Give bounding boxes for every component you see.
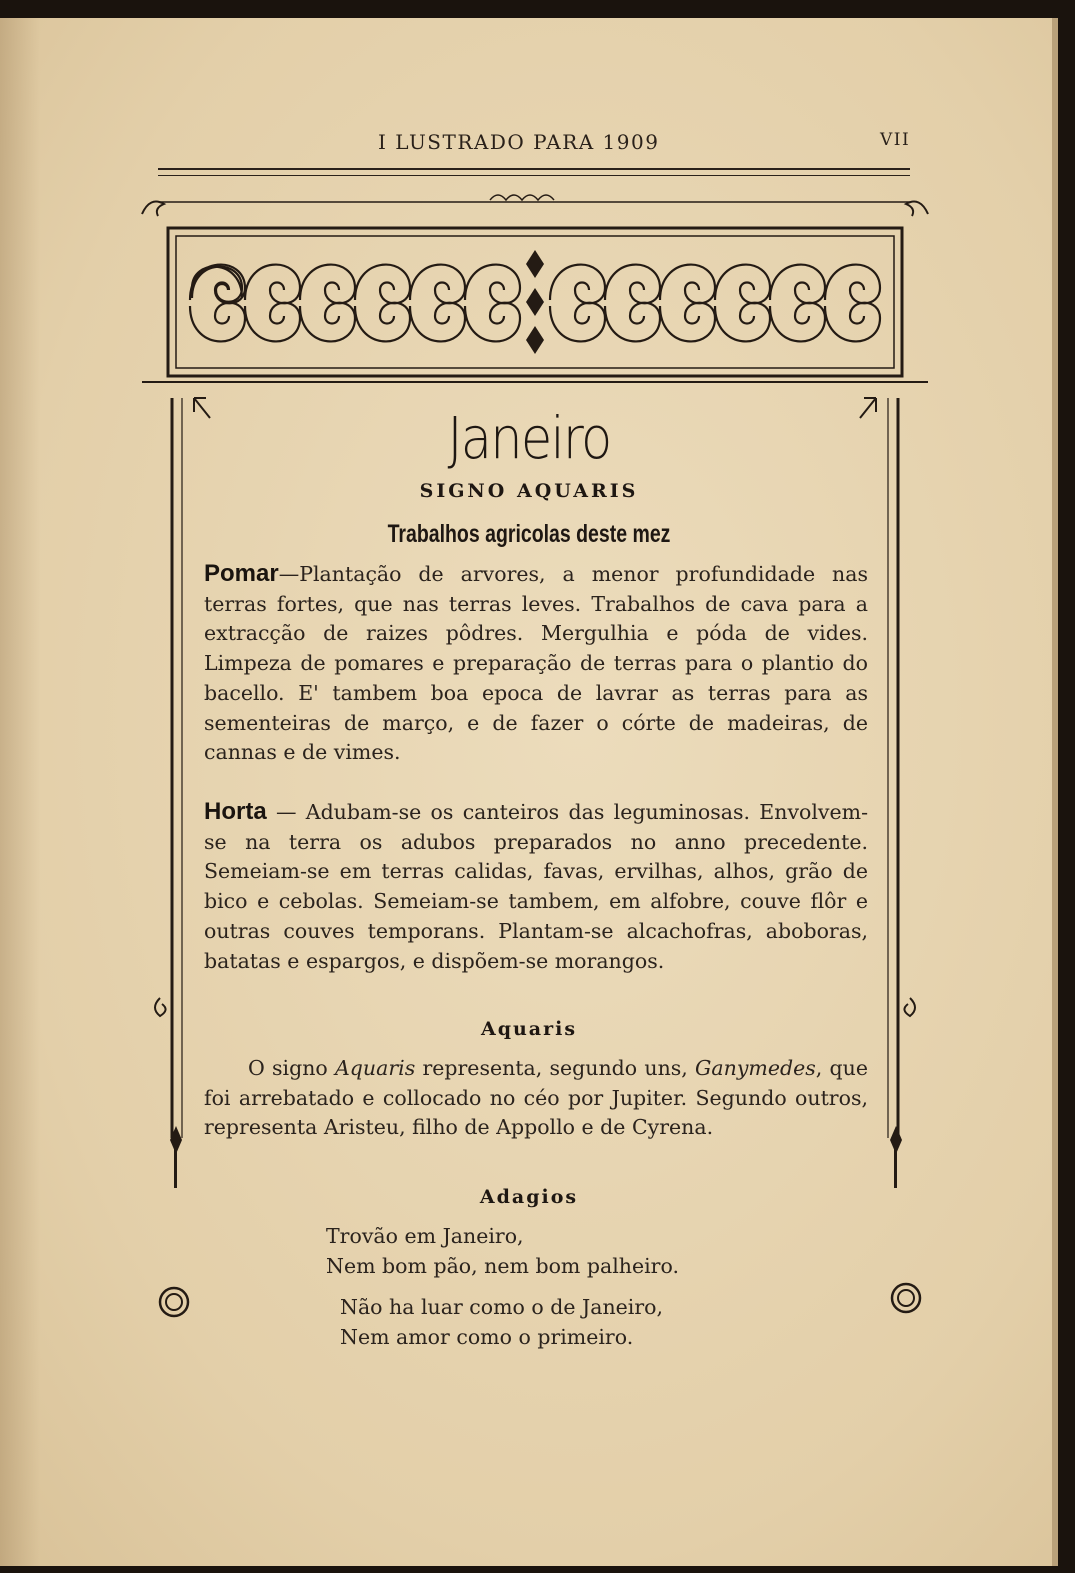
verse-line: Trovão em Janeiro, (326, 1224, 524, 1248)
adagio-verse-1 (326, 1221, 679, 1281)
verse-line: Nem amor como o primeiro. (340, 1325, 634, 1349)
month-title: Janeiro (447, 404, 611, 472)
ornamental-header-band (140, 188, 930, 388)
page-gutter-shadow (0, 18, 40, 1566)
pomar-label: Pomar (204, 560, 279, 587)
zodiac-sign-title: SIGNO AQUARIS (419, 480, 639, 502)
book-page (0, 18, 1058, 1566)
pomar-text: —Plantação de arvores, a menor profundidade nas terras fortes, que nas terras leves. Trabalhos de cava para a extracção de raizes pôdres. Mergulhia e póda de vides. Limpeza de pomares e preparação de terras para o plantio do bacello. E' tambem boa epoca de lavrar as terras para as sementeiras de março, e de fazer o córte de madeiras, de cannas e de vimes. (204, 562, 868, 765)
verse-line: Nem bom pão, nem bom palheiro. (326, 1254, 679, 1278)
horta-label: Horta (204, 798, 267, 825)
horta-text: — Adubam-se os canteiros das leguminosas. Envolvem-se na terra os adubos preparados no anno precedente. Semeiam-se em terras calidas, favas, ervilhas, alhos, grão de bico e cebolas. Semeiam-se tambem, em alfobre, couve flôr e outras couves temporans. Plantam-se alcachofras, aboboras, batatas e espargos, e dispõem-se morangos. (204, 800, 868, 973)
header-rule (158, 168, 910, 176)
aquaris-name: Aquaris (335, 1056, 416, 1080)
page-number: VII (880, 130, 911, 150)
aquaris-heading: Aquaris (480, 1018, 578, 1040)
adagios-heading: Adagios (479, 1186, 579, 1208)
section-title: Trabalhos agricolas deste mez (387, 520, 671, 548)
aquaris-text-3: , que foi arrebatado e collocado no céo por Jupiter. Segundo outros, representa Aristeu, filho de Appollo e de Cyrena. (204, 1056, 868, 1140)
running-title: I LUSTRADO PARA 1909 (378, 130, 660, 154)
center-diamond-ornament (526, 250, 544, 354)
aquaris-paragraph (204, 1054, 868, 1143)
aquaris-text-1: O signo (248, 1056, 335, 1080)
ganymedes-name: Ganymedes (695, 1056, 816, 1080)
horta-paragraph (204, 797, 868, 976)
verse-line: Não ha luar como o de Janeiro, (340, 1295, 663, 1319)
aquaris-text-2: representa, segundo uns, (415, 1056, 696, 1080)
running-head (0, 130, 1052, 160)
pomar-paragraph (204, 559, 868, 768)
adagio-verse-2 (340, 1292, 663, 1352)
